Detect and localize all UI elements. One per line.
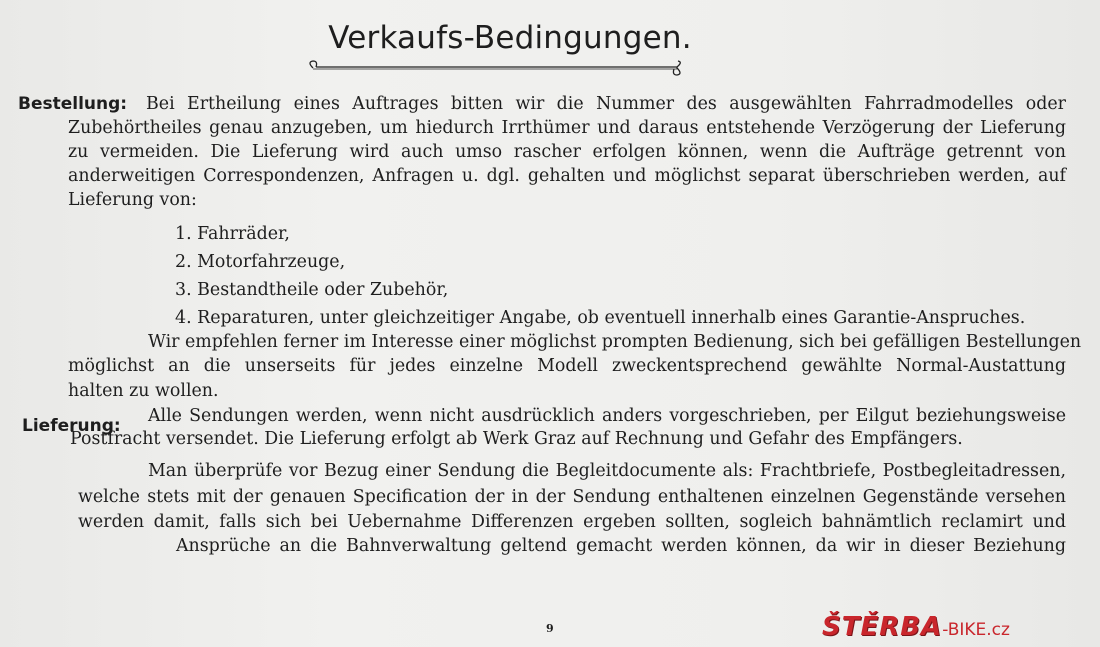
watermark-logo	[822, 612, 1010, 642]
bestellung-para2-line-2: möglichst an die unserseits für jedes einzelne Modell zweckentsprechend gewählte Normal-Austattung	[68, 356, 1066, 376]
section-label-bestellung: Bestellung:	[18, 94, 128, 114]
page-number: 9	[546, 622, 554, 635]
lieferung-para2-line-2: welche stets mit der genauen Specification der in der Sendung enthaltenen einzelnen Gegenstände versehen	[78, 487, 1066, 507]
list-item: 4. Reparaturen, unter gleichzeitiger Angabe, ob eventuell innerhalb eines Garantie-Anspruches.	[175, 308, 1026, 328]
lieferung-line-1: Alle Sendungen werden, wenn nicht ausdrücklich anders vorgeschrieben, per Eilgut beziehungsweise	[148, 406, 1066, 426]
lieferung-para2-line-4: Ansprüche an die Bahnverwaltung geltend gemacht werden können, da wir in dieser Beziehung	[176, 536, 1066, 556]
list-item: 2. Motorfahrzeuge,	[175, 252, 346, 272]
lieferung-line-2: Postfracht versendet. Die Lieferung erfolgt ab Werk Graz auf Rechnung und Gefahr des Empfängers.	[70, 429, 963, 449]
bestellung-line-1: Bei Ertheilung eines Auftrages bitten wir die Nummer des ausgewählten Fahrradmodelles oder	[146, 94, 1066, 114]
lieferung-para2-line-1: Man überprüfe vor Bezug einer Sendung die Begleitdocumente als: Frachtbriefe, Postbegleitadressen,	[148, 461, 1066, 481]
watermark-suffix: -BIKE.cz	[942, 620, 1010, 640]
bestellung-line-3: zu vermeiden. Die Lieferung wird auch umso rascher erfolgen können, wenn die Aufträge getrennt von	[68, 142, 1066, 162]
page-title: Verkaufs-Bedingungen.	[328, 20, 692, 56]
list-item: 3. Bestandtheile oder Zubehör,	[175, 280, 449, 300]
lieferung-para2-line-3: werden damit, falls sich bei Uebernahme Differenzen ergeben sollten, sogleich bahnämtlich reclamirt und	[78, 512, 1066, 532]
section-label-lieferung: Lieferung:	[22, 416, 121, 436]
bestellung-line-4: anderweitigen Correspondenzen, Anfragen u. dgl. gehalten und möglichst separat überschrieben werden, auf	[68, 166, 1066, 186]
list-item: 1. Fahrräder,	[175, 224, 290, 244]
bestellung-line-5: Lieferung von:	[68, 190, 197, 210]
bestellung-para2-line-1: Wir empfehlen ferner im Interesse einer möglichst prompten Bedienung, sich bei gefälligen Bestellungen	[148, 332, 1082, 352]
bestellung-line-2: Zubehörtheiles genau anzugeben, um hiedurch Irrthümer und daraus entstehende Verzögerung der Lieferung	[68, 118, 1066, 138]
watermark-main: ŠTĚRBA	[822, 612, 943, 642]
bestellung-para2-line-3: halten zu wollen.	[68, 381, 219, 401]
title-ornament	[305, 58, 685, 78]
